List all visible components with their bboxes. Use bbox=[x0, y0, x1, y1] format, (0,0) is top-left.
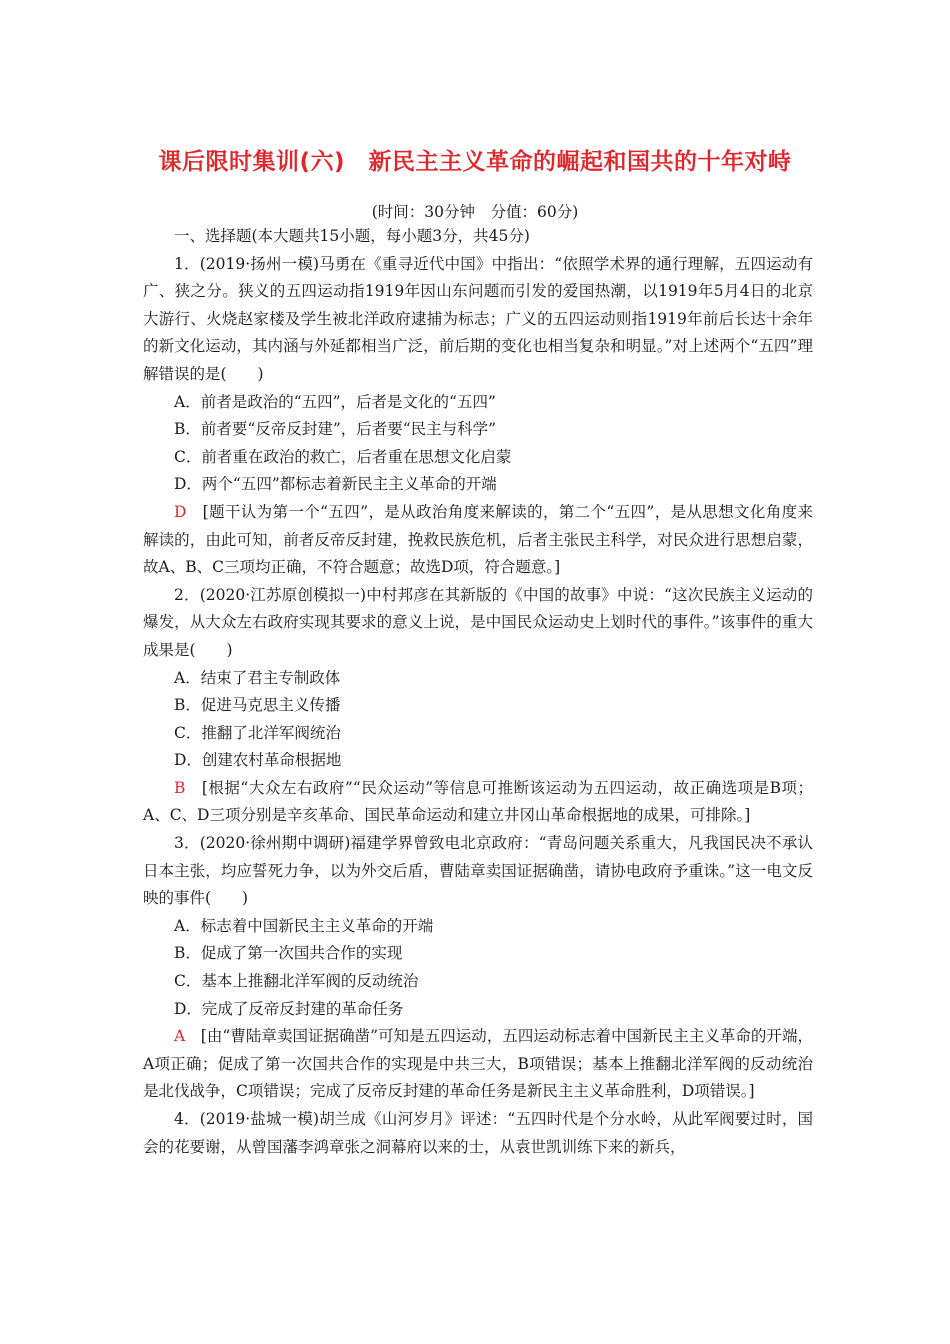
question-3-option-d: D．完成了反帝反封建的革命任务 bbox=[174, 999, 404, 1018]
question-3-answer bbox=[143, 1023, 813, 1106]
question-3-explanation: [由“曹陆章卖国证据确凿”可知是五四运动，五四运动标志着中国新民主主义革命的开端，A项正确；促成了第一次国共合作的实现是中共三大，B项错误；基本上推翻北洋军阀的反动统治是北伐战争，C项错误；完成了反帝反封建的革命任务是新民主主义革命胜利，D项错误。] bbox=[143, 1027, 813, 1101]
question-2-option-b: B．促进马克思主义传播 bbox=[174, 696, 341, 715]
question-1-option-c: C．前者重在政治的救亡，后者重在思想文化启蒙 bbox=[174, 447, 512, 466]
document-title: 课后限时集训(六) 新民主主义革命的崛起和国共的十年对峙 bbox=[158, 149, 792, 175]
question-3-option-b: B．促成了第一次国共合作的实现 bbox=[174, 944, 403, 963]
question-1-stem: 1．(2019·扬州一模)马勇在《重寻近代中国》中指出：“依照学术界的通行理解，五四运动有广、狭之分。狭义的五四运动指1919年因山东问题而引发的爱国热潮，以1919年5月4日的北京大游行、火烧赵家楼及学生被北洋政府逮捕为标志；广义的五四运动则指1919年前后长达十余年的新文化运动，其内涵与外延都相当广泛，前后期的变化也相当复杂和明显。”对上述两个“五四”理解错误的是( ) bbox=[143, 254, 813, 383]
question-2-stem: 2．(2020·江苏原创模拟一)中村邦彦在其新版的《中国的故事》中说：“这次民族主义运动的爆发，从大众左右政府实现其要求的意义上说，是中国民众运动史上划时代的事件。”该事件的重大成果是( ) bbox=[143, 585, 813, 659]
question-1-option-a: A．前者是政治的“五四”，后者是文化的“五四” bbox=[174, 392, 496, 411]
question-1-option-d: D．两个“五四”都标志着新民主主义革命的开端 bbox=[174, 475, 497, 494]
question-2-option-d: D．创建农村革命根据地 bbox=[174, 751, 342, 770]
question-2-answer bbox=[143, 775, 813, 830]
question-1-answer bbox=[143, 499, 813, 582]
document-body bbox=[143, 223, 813, 1161]
section-heading: 一、选择题(本大题共15小题，每小题3分，共45分) bbox=[174, 227, 530, 245]
question-2-answer-letter: B bbox=[174, 778, 186, 797]
question-4-stem: 4．(2019·盐城一模)胡兰成《山河岁月》评述：“五四时代是个分水岭，从此军阀要过时，国会的花要谢，从曾国藩李鸿章张之洞幕府以来的士，从袁世凯训练下来的新兵， bbox=[143, 1110, 813, 1156]
question-3-stem: 3．(2020·徐州期中调研)福建学界曾致电北京政府：“青岛问题关系重大，凡我国民决不承认日本主张，均应誓死力争，以为外交后盾，曹陆章卖国证据确凿，请协电政府予重诛。”这一电文反映的事件( ) bbox=[143, 834, 813, 908]
question-3-answer-letter: A bbox=[174, 1027, 186, 1046]
question-3-option-a: A．标志着中国新民主主义革命的开端 bbox=[174, 916, 434, 935]
question-2-explanation: [根据“大众左右政府”“民众运动”等信息可推断该运动为五四运动，故正确选项是B项；A、C、D三项分别是辛亥革命、国民革命运动和建立井冈山革命根据地的成果，可排除。] bbox=[143, 778, 813, 825]
time-and-score: (时间：30分钟 分值：60分) bbox=[371, 203, 579, 221]
question-2-option-c: C．推翻了北洋军阀统治 bbox=[174, 723, 341, 742]
question-1-option-b: B．前者要“反帝反封建”，后者要“民主与科学” bbox=[174, 420, 497, 439]
question-3-option-c: C．基本上推翻北洋军阀的反动统治 bbox=[174, 972, 419, 991]
question-1-answer-letter: D bbox=[174, 502, 187, 521]
question-2-option-a: A．结束了君主专制政体 bbox=[174, 668, 341, 687]
question-1-explanation: [题干认为第一个“五四”，是从政治角度来解读的，第二个“五四”，是从思想文化角度来解读的，由此可知，前者反帝反封建，挽救民族危机，后者主张民主科学，对民众进行思想启蒙，故A、B、C三项均正确，不符合题意；故选D项，符合题意。] bbox=[143, 502, 813, 577]
